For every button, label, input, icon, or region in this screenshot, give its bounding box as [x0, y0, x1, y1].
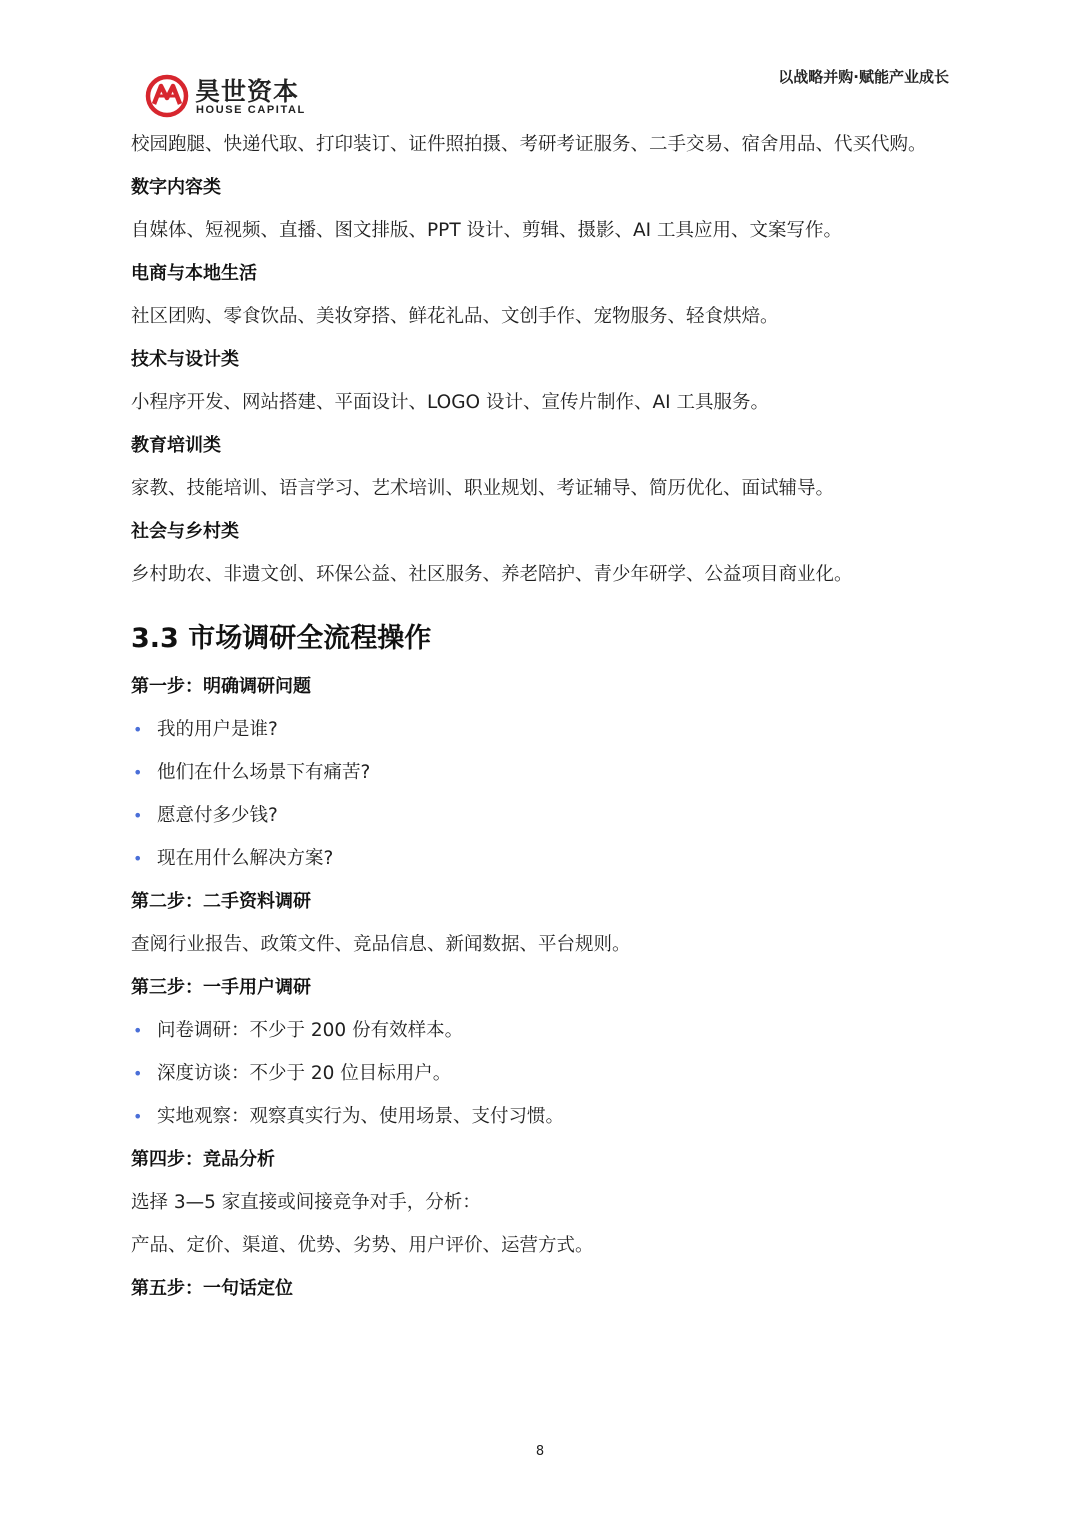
logo-subtext: HOUSE CAPITAL — [196, 104, 306, 116]
step-title: 第二步：二手资料调研 — [131, 891, 311, 912]
category-title: 电商与本地生活 — [131, 263, 257, 284]
list-item-text: 问卷调研：不少于 200 份有效样本。 — [157, 1020, 464, 1041]
category-title: 社会与乡村类 — [131, 521, 239, 542]
intro-paragraph: 校园跑腿、快递代取、打印装订、证件照拍摄、考研考证服务、二手交易、宿舍用品、代买代购。 — [131, 134, 927, 155]
bullet-icon: • — [133, 763, 143, 782]
category-title: 技术与设计类 — [131, 349, 239, 370]
category-text: 乡村助农、非遗文创、环保公益、社区服务、养老陪护、青少年研学、公益项目商业化。 — [131, 564, 853, 585]
bullet-icon: • — [133, 1064, 143, 1083]
list-item — [131, 1058, 951, 1090]
bullet-list — [131, 1015, 951, 1133]
category-text: 社区团购、零食饮品、美妆穿搭、鲜花礼品、文创手作、宠物服务、轻食烘焙。 — [131, 306, 779, 327]
category-text: 家教、技能培训、语言学习、艺术培训、职业规划、考证辅导、简历优化、面试辅导。 — [131, 478, 835, 499]
category-title: 教育培训类 — [131, 435, 221, 456]
bullet-icon: • — [133, 806, 143, 825]
step-title: 第三步：一手用户调研 — [131, 977, 311, 998]
bullet-icon: • — [133, 1107, 143, 1126]
main-content — [131, 129, 951, 1316]
category-title: 数字内容类 — [131, 177, 221, 198]
list-item — [131, 714, 951, 746]
list-item-text: 实地观察：观察真实行为、使用场景、支付习惯。 — [157, 1106, 565, 1127]
list-item — [131, 1015, 951, 1047]
step-title: 第一步：明确调研问题 — [131, 676, 311, 697]
header-tagline: 以战略并购·赋能产业成长 — [778, 68, 949, 86]
list-item-text: 他们在什么场景下有痛苦? — [157, 762, 371, 783]
list-item — [131, 843, 951, 875]
list-item-text: 我的用户是谁? — [157, 719, 278, 740]
bullet-list — [131, 714, 951, 875]
step-title: 第四步：竞品分析 — [131, 1149, 275, 1170]
logo-mark-icon — [145, 74, 189, 118]
step-paragraph: 选择 3—5 家直接或间接竞争对手，分析： — [131, 1192, 481, 1213]
company-logo — [145, 72, 315, 120]
list-item — [131, 800, 951, 832]
step-title: 第五步：一句话定位 — [131, 1278, 293, 1299]
step-paragraph: 查阅行业报告、政策文件、竞品信息、新闻数据、平台规则。 — [131, 934, 631, 955]
list-item-text: 深度访谈：不少于 20 位目标用户。 — [157, 1063, 452, 1084]
list-item-text: 愿意付多少钱? — [157, 805, 278, 826]
category-text: 自媒体、短视频、直播、图文排版、PPT 设计、剪辑、摄影、AI 工具应用、文案写作。 — [131, 220, 842, 241]
list-item — [131, 757, 951, 789]
bullet-icon: • — [133, 849, 143, 868]
list-item-text: 现在用什么解决方案? — [157, 848, 334, 869]
bullet-icon: • — [133, 1021, 143, 1040]
list-item — [131, 1101, 951, 1133]
logo-text: 昊世资本 — [195, 77, 300, 106]
step-paragraph: 产品、定价、渠道、优势、劣势、用户评价、运营方式。 — [131, 1235, 594, 1256]
category-text: 小程序开发、网站搭建、平面设计、LOGO 设计、宣传片制作、AI 工具服务。 — [131, 392, 769, 413]
bullet-icon: • — [133, 720, 143, 739]
section-heading: 3.3 市场调研全流程操作 — [131, 623, 432, 654]
page-number: 8 — [535, 1444, 545, 1459]
